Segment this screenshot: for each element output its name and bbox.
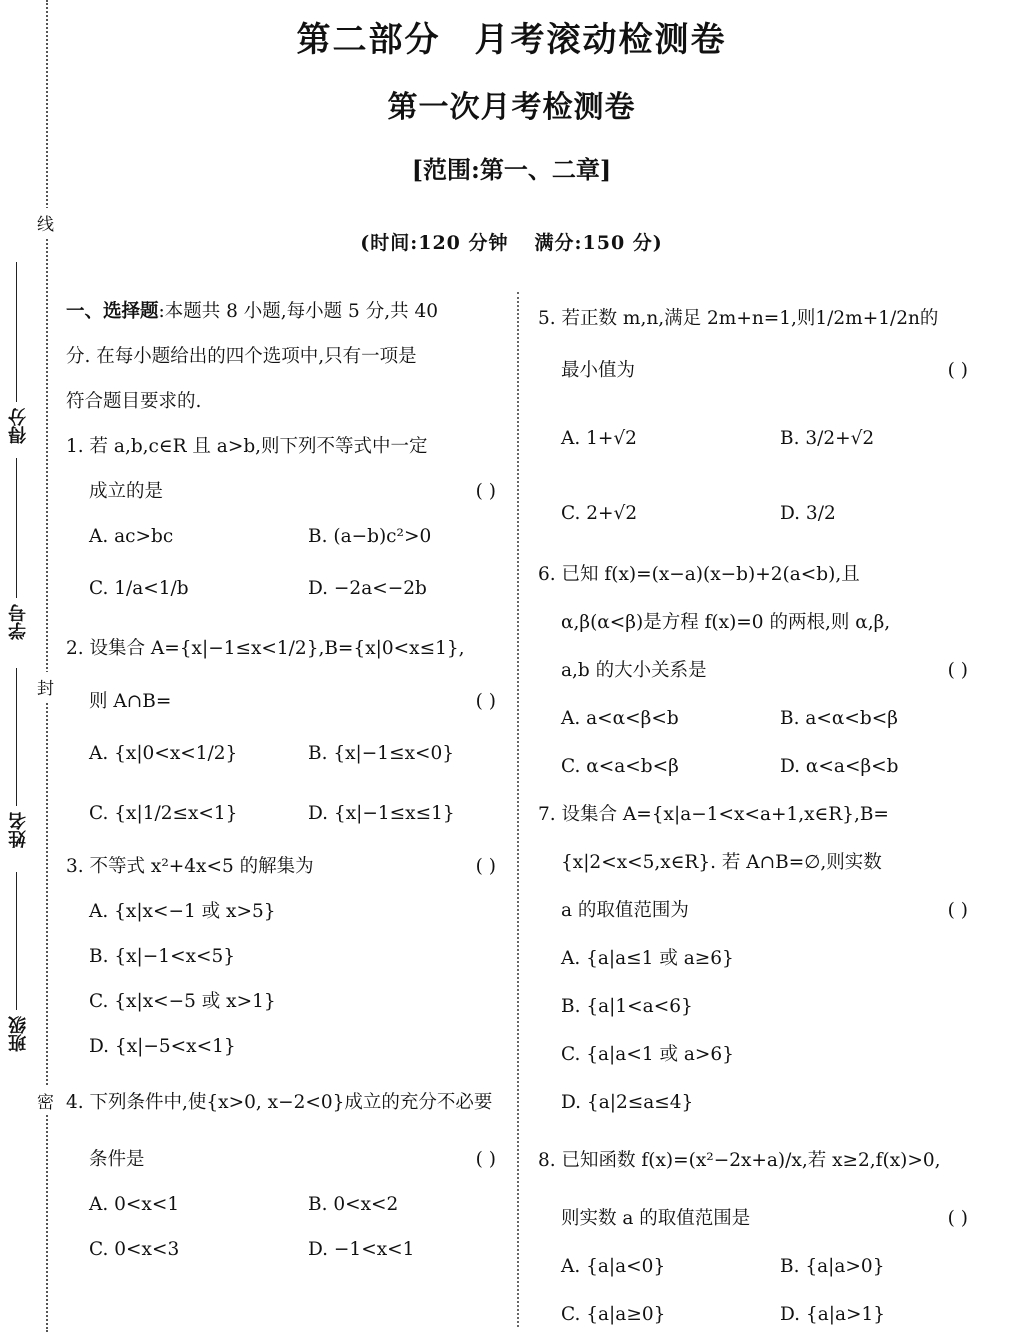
section-intro-line: 一、选择题:本题共 8 小题,每小题 5 分,共 40 <box>66 301 438 322</box>
option-c[interactable]: C. 1/a<1/b <box>89 578 189 599</box>
option-c[interactable]: C. {a|a<1 或 a>6} <box>561 1044 734 1065</box>
option-d[interactable]: D. {a|2≤a≤4} <box>561 1092 694 1113</box>
option-d[interactable]: D. {x|−1≤x≤1} <box>308 803 455 824</box>
question-6-options <box>538 743 968 791</box>
class-field: 班级 <box>8 1016 29 1052</box>
cut-label-seal: 封 <box>37 672 54 701</box>
answer-blank[interactable]: ( ) <box>475 691 496 712</box>
option-a[interactable]: A. 0<x<1 <box>89 1194 180 1215</box>
question-3-stem: 3. 不等式 x²+4x<5 的解集为 ( ) <box>66 844 496 889</box>
option-c[interactable]: C. {x|x<−5 或 x>1} <box>89 991 276 1012</box>
column-divider <box>517 292 519 1327</box>
section-intro-line: 分. 在每小题给出的四个选项中,只有一项是 <box>66 346 417 367</box>
question-1-options <box>66 559 496 619</box>
answer-blank[interactable]: ( ) <box>947 1208 968 1229</box>
option-b[interactable]: B. 0<x<2 <box>308 1194 399 1215</box>
question-1-stem: 成立的是 ( ) <box>66 469 496 514</box>
question-5-stem: 最小值为 ( ) <box>538 341 968 401</box>
option-d[interactable]: D. α<a<β<b <box>780 756 899 777</box>
option-b[interactable]: B. {a|1<a<6} <box>561 996 693 1017</box>
option-a[interactable]: A. {a|a≤1 或 a≥6} <box>561 948 734 969</box>
left-column <box>66 289 496 1272</box>
option-d[interactable]: D. {x|−5<x<1} <box>89 1036 236 1057</box>
option-b[interactable]: B. {x|−1≤x<0} <box>308 743 455 764</box>
option-a[interactable]: A. ac>bc <box>89 526 174 547</box>
option-d[interactable]: D. {a|a>1} <box>780 1304 886 1325</box>
question-7-stem: a 的取值范围为 ( ) <box>538 887 968 935</box>
option-c[interactable]: C. 2+√2 <box>561 503 638 524</box>
question-8-stem: 则实数 a 的取值范围是 ( ) <box>538 1195 968 1243</box>
answer-blank[interactable]: ( ) <box>475 481 496 502</box>
question-7-stem: 7. 设集合 A={x|a−1<x<a+1,x∈R},B= <box>538 804 889 825</box>
answer-blank[interactable]: ( ) <box>947 660 968 681</box>
question-2-options <box>66 724 496 784</box>
question-6-options <box>538 695 968 743</box>
option-d[interactable]: D. −1<x<1 <box>308 1239 415 1260</box>
option-c[interactable]: C. α<a<b<β <box>561 756 679 777</box>
score-blank-line <box>16 262 17 402</box>
question-1-options <box>66 514 496 559</box>
answer-blank[interactable]: ( ) <box>947 900 968 921</box>
question-2-stem: 2. 设集合 A={x|−1≤x<1/2},B={x|0<x≤1}, <box>66 638 465 659</box>
question-2-stem: 则 A∩B= ( ) <box>66 679 496 724</box>
class-blank-line <box>16 872 17 1010</box>
answer-blank[interactable]: ( ) <box>947 360 968 381</box>
question-6-stem: 6. 已知 f(x)=(x−a)(x−b)+2(a<b),且 <box>538 564 860 585</box>
exam-title: 第一次月考检测卷 <box>387 90 636 125</box>
answer-blank[interactable]: ( ) <box>475 1149 496 1170</box>
option-b[interactable]: B. {a|a>0} <box>780 1256 885 1277</box>
question-8-stem: 8. 已知函数 f(x)=(x²−2x+a)/x,若 x≥2,f(x)>0, <box>538 1150 941 1171</box>
option-a[interactable]: A. a<α<β<b <box>561 708 679 729</box>
name-field: 姓名 <box>8 812 29 848</box>
student-id-field: 学号 <box>8 604 29 640</box>
question-2-options <box>66 784 496 844</box>
question-4-stem: 4. 下列条件中,使{x>0, x−2<0}成立的充分不必要 <box>66 1092 493 1113</box>
section-intro-line: 符合题目要求的. <box>66 391 202 412</box>
question-8-options <box>538 1243 968 1291</box>
question-5-options <box>538 401 968 476</box>
option-b[interactable]: B. 3/2+√2 <box>780 428 875 449</box>
name-blank-line <box>16 668 17 806</box>
question-5-stem: 5. 若正数 m,n,满足 2m+n=1,则1/2m+1/2n的 <box>538 308 939 329</box>
option-d[interactable]: D. 3/2 <box>780 503 836 524</box>
question-6-stem: a,b 的大小关系是 ( ) <box>538 647 968 695</box>
score-field: 得分 <box>8 408 29 444</box>
part-title: 第二部分 月考滚动检测卷 <box>296 20 727 60</box>
cut-label-line: 线 <box>37 208 54 237</box>
time-and-score: (时间:120 分钟 满分:150 分) <box>360 232 663 254</box>
option-a[interactable]: A. {a|a<0} <box>561 1256 666 1277</box>
option-c[interactable]: C. {a|a≥0} <box>561 1304 666 1325</box>
question-1-stem: 1. 若 a,b,c∈R 且 a>b,则下列不等式中一定 <box>66 436 428 457</box>
binding-cut-line <box>46 0 48 1332</box>
exam-scope: [范围:第一、二章] <box>411 155 612 184</box>
option-a[interactable]: A. 1+√2 <box>561 428 637 449</box>
question-7-stem: {x|2<x<5,x∈R}. 若 A∩B=∅,则实数 <box>561 852 882 873</box>
question-4-options <box>66 1182 496 1227</box>
right-column <box>538 296 968 1339</box>
option-a[interactable]: A. {x|0<x<1/2} <box>89 743 238 764</box>
question-4-options <box>66 1227 496 1272</box>
question-6-stem: α,β(α<β)是方程 f(x)=0 的两根,则 α,β, <box>561 612 891 633</box>
option-c[interactable]: C. 0<x<3 <box>89 1239 180 1260</box>
option-c[interactable]: C. {x|1/2≤x<1} <box>89 803 238 824</box>
student-id-blank-line <box>16 458 17 598</box>
cut-label-secret: 密 <box>37 1086 54 1115</box>
option-b[interactable]: B. {x|−1<x<5} <box>89 946 236 967</box>
question-4-stem: 条件是 ( ) <box>66 1137 496 1182</box>
question-5-options <box>538 476 968 551</box>
answer-blank[interactable]: ( ) <box>475 856 496 877</box>
option-d[interactable]: D. −2a<−2b <box>308 578 427 599</box>
option-a[interactable]: A. {x|x<−1 或 x>5} <box>89 901 276 922</box>
option-b[interactable]: B. a<α<b<β <box>780 708 898 729</box>
option-b[interactable]: B. (a−b)c²>0 <box>308 526 432 547</box>
